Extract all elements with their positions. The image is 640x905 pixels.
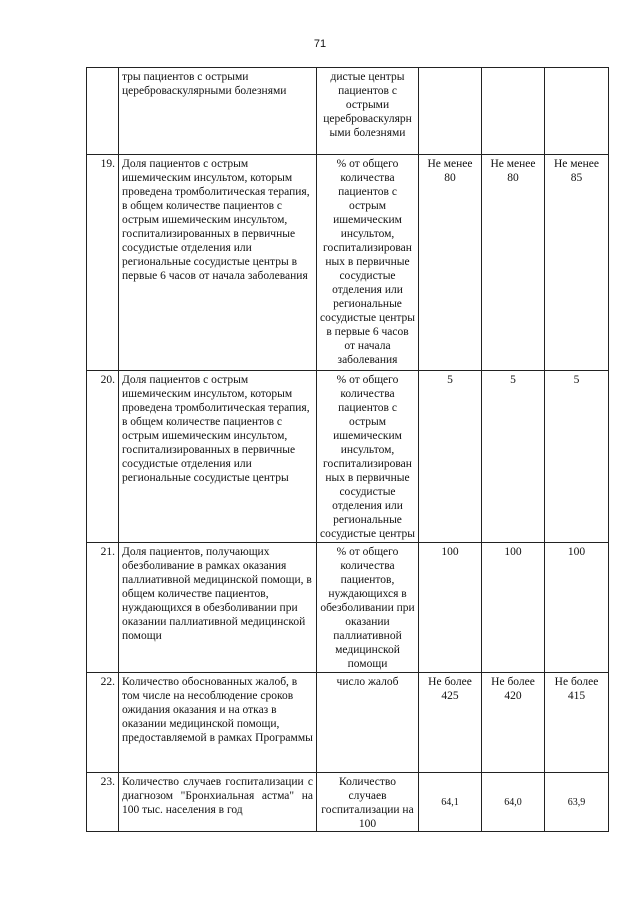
row-number xyxy=(87,68,119,155)
value-year-3: 5 xyxy=(545,371,609,543)
indicator-name: тры пациентов с острыми цереброваскулярными болезнями xyxy=(119,68,317,155)
unit-cell: % от общего количества пациентов с острым ишемическим инсультом, госпитализированных в первичные сосудистые отделения или региональные сосудистые центры в первые 6 часов от начала заболевания xyxy=(317,155,419,371)
page-number: 71 xyxy=(313,38,327,50)
value-year-3 xyxy=(545,68,609,155)
indicator-name: Доля пациентов с острым ишемическим инсультом, которым проведена тромболитическая терапия, в общем количестве пациентов с острым ишемическим инсультом, госпитализированных в первичные сосудистые отделения или региональные сосудистые центры в первые 6 часов от начала заболевания xyxy=(119,155,317,371)
indicator-name: Доля пациентов, получающих обезболивание в рамках оказания паллиативной медицинской помощи, в общем количестве пациентов, нуждающихся в обезболивании при оказании паллиативной медицинской помощи xyxy=(119,543,317,673)
unit-cell: % от общего количества пациентов с острым ишемическим инсультом, госпитализированных в первичные сосудистые отделения или региональные сосудистые центры xyxy=(317,371,419,543)
value-year-1: 5 xyxy=(419,371,482,543)
value-year-3: 100 xyxy=(545,543,609,673)
unit-cell: % от общего количества пациентов, нуждающихся в обезболивании при оказании паллиативной медицинской помощи xyxy=(317,543,419,673)
row-number: 22. xyxy=(87,673,119,773)
value-year-1: Не менее 80 xyxy=(419,155,482,371)
indicators-table xyxy=(86,67,609,832)
value-year-2 xyxy=(482,68,545,155)
unit-cell: Количество случаев госпитализации на 100 xyxy=(317,773,419,832)
value-year-2: 100 xyxy=(482,543,545,673)
row-number: 23. xyxy=(87,773,119,832)
value-year-1: 64,1 xyxy=(419,773,482,832)
value-year-2: Не более 420 xyxy=(482,673,545,773)
value-year-2: 5 xyxy=(482,371,545,543)
indicator-name: Доля пациентов с острым ишемическим инсультом, которым проведена тромболитическая терапия, в общем количестве пациентов с острым ишемическим инсультом, госпитализированных в первичные сосудистые отделения или региональные сосудистые центры xyxy=(119,371,317,543)
value-year-3: Не менее 85 xyxy=(545,155,609,371)
value-year-3: 63,9 xyxy=(545,773,609,832)
table-row xyxy=(87,155,609,371)
unit-cell: число жалоб xyxy=(317,673,419,773)
table-row xyxy=(87,371,609,543)
table-row xyxy=(87,543,609,673)
table-row xyxy=(87,773,609,832)
value-year-1 xyxy=(419,68,482,155)
value-year-2: 64,0 xyxy=(482,773,545,832)
value-year-3: Не более 415 xyxy=(545,673,609,773)
table-row xyxy=(87,68,609,155)
value-year-1: 100 xyxy=(419,543,482,673)
row-number: 20. xyxy=(87,371,119,543)
row-number: 19. xyxy=(87,155,119,371)
value-year-1: Не более 425 xyxy=(419,673,482,773)
indicator-name: Количество обоснованных жалоб, в том числе на несоблюдение сроков ожидания оказания и на отказ в оказании медицинской помощи, предоставляемой в рамках Программы xyxy=(119,673,317,773)
indicator-name: Количество случаев госпитализации с диагнозом "Бронхиальная астма" на 100 тыс. населения в год xyxy=(119,773,317,832)
row-number: 21. xyxy=(87,543,119,673)
table-row xyxy=(87,673,609,773)
unit-cell: дистые центры пациентов с острыми цереброваскулярными болезнями xyxy=(317,68,419,155)
value-year-2: Не менее 80 xyxy=(482,155,545,371)
